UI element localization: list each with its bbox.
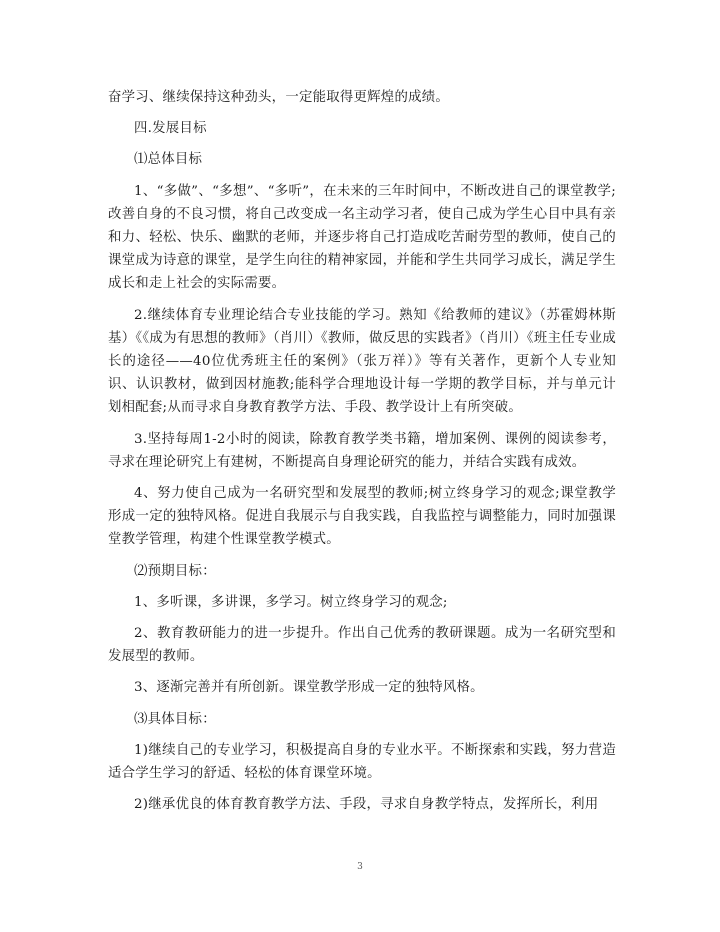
subheading-specific-goals: ⑶具体目标： xyxy=(134,711,216,727)
paragraph-specific-1: 1)继续自己的专业学习，积极提高自身的专业水平。不断探索和实践，努力营造适合学生学习的舒适、轻松的体育课堂环境。 xyxy=(108,742,616,782)
paragraph-expected-2: 2、教育教研能力的进一步提升。作出自己优秀的教研课题。成为一名研究型和发展型的教师。 xyxy=(108,626,616,665)
section-heading-development-goals: 四.发展目标 xyxy=(134,121,207,137)
document-body xyxy=(108,86,616,816)
paragraph-expected-3: 3、逐渐完善并有所创新。课堂教学形成一定的独特风格。 xyxy=(134,680,484,696)
paragraph-continuation: 奋学习、继续保持这种劲头，一定能取得更辉煌的成绩。 xyxy=(108,90,450,105)
paragraph-goal-2: 2.继续体育专业理论结合专业技能的学习。熟知《给教师的建议》（苏霍姆林斯基）《《成为有思想的教师》（肖川）《教师，做反思的实践者》（肖川）《班主任专业成长的途径——40位优秀班主任的案例》（张万祥）》等有关著作，更新个人专业知识、认识教材，做到因材施教;能科学合理地设计每一学期的教学目标，并与单元计划相配套;从而寻求自身教育教学方法、手段、教学设计上有所突破。 xyxy=(108,307,616,416)
paragraph-goal-4: 4、努力使自己成为一名研究型和发展型的教师;树立终身学习的观念;课堂教学形成一定的独特风格。促进自我展示与自我实践，自我监控与调整能力，同时加强课堂教学管理，构建个性课堂教学模式。 xyxy=(108,486,616,548)
subheading-expected-goals: ⑵预期目标： xyxy=(134,563,216,579)
paragraph-expected-1: 1、多听课，多讲课，多学习。树立终身学习的观念; xyxy=(134,594,448,610)
page-number: 3 xyxy=(357,862,363,872)
paragraph-goal-3: 3.坚持每周1-2小时的阅读，除教育教学类书籍，增加案例、课例的阅读参考，寻求在理论研究上有建树，不断提高自身理论研究的能力，并结合实践有成效。 xyxy=(108,431,616,470)
subheading-overall-goals: ⑴总体目标 xyxy=(134,152,203,168)
paragraph-specific-2: 2)继承优良的体育教育教学方法、手段，寻求自身教学特点，发挥所长，利用 xyxy=(134,797,599,813)
paragraph-goal-1: 1、“多做”、“多想”、“多听”，在未来的三年时间中，不断改进自己的课堂教学;改善自身的不良习惯，将自己改变成一名主动学习者，使自己成为学生心目中具有亲和力、轻松、快乐、幽默的老师，并逐步将自己打造成吃苦耐劳型的教师，使自己的课堂成为诗意的课堂，是学生向往的精神家园，并能和学生共同学习成长，满足学生成长和走上社会的实际需要。 xyxy=(108,183,616,292)
